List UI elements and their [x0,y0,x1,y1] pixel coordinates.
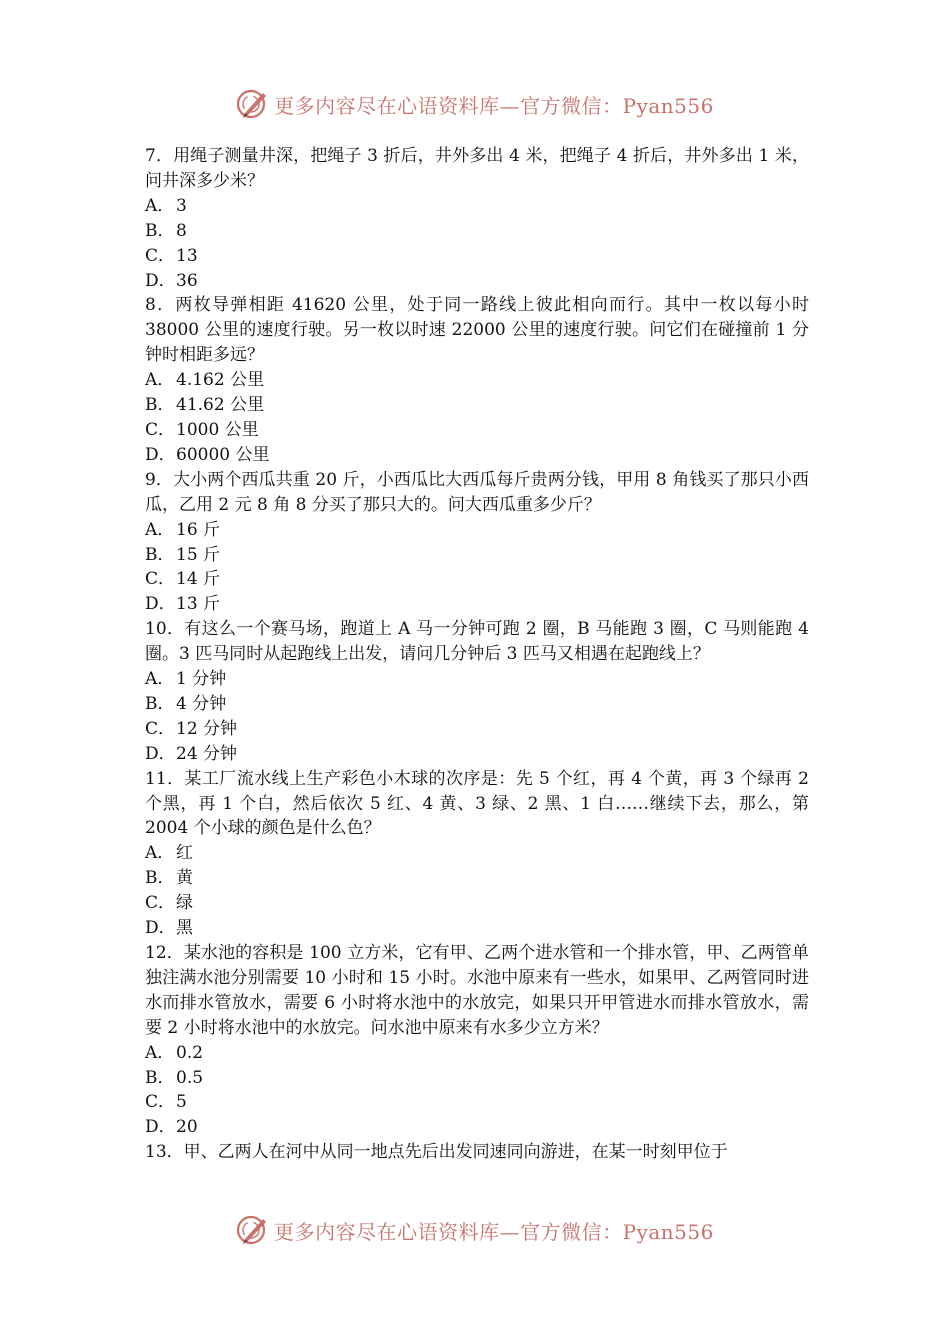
option-letter: A． [145,669,175,690]
quill-pen-logo-icon [236,87,270,121]
answer-option [145,717,809,742]
answer-option [145,891,809,916]
option-letter: C． [145,1092,176,1113]
option-text: 13 斤 [176,594,221,615]
answer-option [145,841,809,866]
option-letter: D． [145,594,176,615]
option-text: 16 斤 [176,519,221,540]
option-letter: D． [145,270,176,291]
footer-banner [0,1210,950,1250]
option-letter: C． [145,893,176,914]
option-text: 黄 [176,868,193,889]
answer-option [145,269,809,294]
question-text: 8．两枚导弹相距 41620 公里，处于同一路线上彼此相向而行。其中一枚以每小时 38000 公里的速度行驶。另一枚以时速 22000 公里的速度行驶。问它们在碰撞前 1 分钟时相距多远？ [145,295,809,366]
option-letter: A． [145,195,175,216]
banner-text: 更多内容尽在心语资料库—官方微信：Pyan556 [274,1219,714,1244]
option-text: 36 [176,270,198,291]
header-banner [0,84,950,124]
option-text: 4.162 公里 [176,370,265,391]
answer-option [145,567,809,592]
option-letter: B． [145,868,175,889]
option-text: 1000 公里 [176,419,259,440]
question-text: 7．用绳子测量井深，把绳子 3 折后，井外多出 4 米，把绳子 4 折后，井外多出 1 米，问井深多少米？ [145,146,809,191]
answer-option [145,393,809,418]
answer-option [145,543,809,568]
option-letter: B． [145,544,175,565]
option-text: 绿 [176,893,193,914]
option-letter: D． [145,444,176,465]
option-text: 0.5 [176,1067,204,1088]
question-text: 10．有这么一个赛马场，跑道上 A 马一分钟可跑 2 圈，B 马能跑 3 圈，C 马则能跑 4 圈。3 匹马同时从起跑线上出发，请问几分钟后 3 匹马又相遇在起跑线上？ [145,619,809,665]
answer-option [145,244,809,269]
option-text: 0.2 [176,1042,204,1063]
option-letter: A． [145,843,175,864]
answer-option [145,742,809,767]
quill-pen-logo-icon [236,1213,270,1247]
option-letter: C． [145,718,176,739]
option-letter: A． [145,519,175,540]
answer-option [145,866,809,891]
answer-option [145,368,809,393]
option-text: 1 分钟 [176,669,227,690]
answer-option [145,1090,809,1115]
option-text: 15 斤 [176,544,221,565]
answer-option [145,219,809,244]
option-letter: D． [145,743,176,764]
answer-option [145,667,809,692]
answer-option [145,194,809,219]
option-text: 黑 [176,918,193,939]
option-text: 8 [176,220,187,241]
answer-option [145,518,809,543]
answer-option [145,1115,809,1140]
question-text: 9．大小两个西瓜共重 20 斤，小西瓜比大西瓜每斤贵两分钱，甲用 8 角钱买了那只小西瓜，乙用 2 元 8 角 8 分买了那只大的。问大西瓜重多少斤？ [145,469,809,515]
option-letter: C． [145,569,176,590]
question-list [145,144,809,1165]
option-letter: B． [145,220,175,241]
option-letter: D． [145,918,176,939]
option-letter: C． [145,245,176,266]
question-text: 12．某水池的容积是 100 立方米，它有甲、乙两个进水管和一个排水管，甲、乙两管单独注满水池分别需要 10 小时和 15 小时。水池中原来有一些水，如果甲、乙两管同时进水而排水管放水，需要 6 小时将水池中的水放完，如果只开甲管进水而排水管放水，需要 2 小时将水池中的水放完。问水池中原来有水多少立方米？ [145,943,809,1038]
answer-option [145,418,809,443]
option-letter: C． [145,419,176,440]
option-text: 14 斤 [176,569,221,590]
option-text: 4 分钟 [176,693,227,714]
question-text: 11．某工厂流水线上生产彩色小木球的次序是：先 5 个红，再 4 个黄，再 3 个绿再 2 个黑，再 1 个白，然后依次 5 红、4 黄、3 绿、2 黑、1 白……继续下去，那么，第 2004 个小球的颜色是什么色？ [145,768,809,839]
option-letter: B． [145,395,175,416]
answer-option [145,1041,809,1066]
option-text: 12 分钟 [176,718,238,739]
option-letter: A． [145,370,175,391]
option-text: 3 [176,195,187,216]
question-text: 13．甲、乙两人在河中从同一地点先后出发同速同向游进，在某一时刻甲位于 [145,1142,728,1163]
banner-text: 更多内容尽在心语资料库—官方微信：Pyan556 [274,93,714,118]
option-text: 13 [176,245,198,266]
option-text: 60000 公里 [176,444,270,465]
option-letter: D． [145,1117,176,1138]
option-text: 41.62 公里 [176,395,265,416]
answer-option [145,592,809,617]
option-text: 24 分钟 [176,743,238,764]
answer-option [145,692,809,717]
option-letter: A． [145,1042,175,1063]
answer-option [145,916,809,941]
option-letter: B． [145,693,175,714]
option-text: 5 [176,1092,187,1113]
option-letter: B． [145,1067,175,1088]
answer-option [145,443,809,468]
option-text: 红 [176,843,193,864]
answer-option [145,1066,809,1091]
option-text: 20 [176,1117,198,1138]
